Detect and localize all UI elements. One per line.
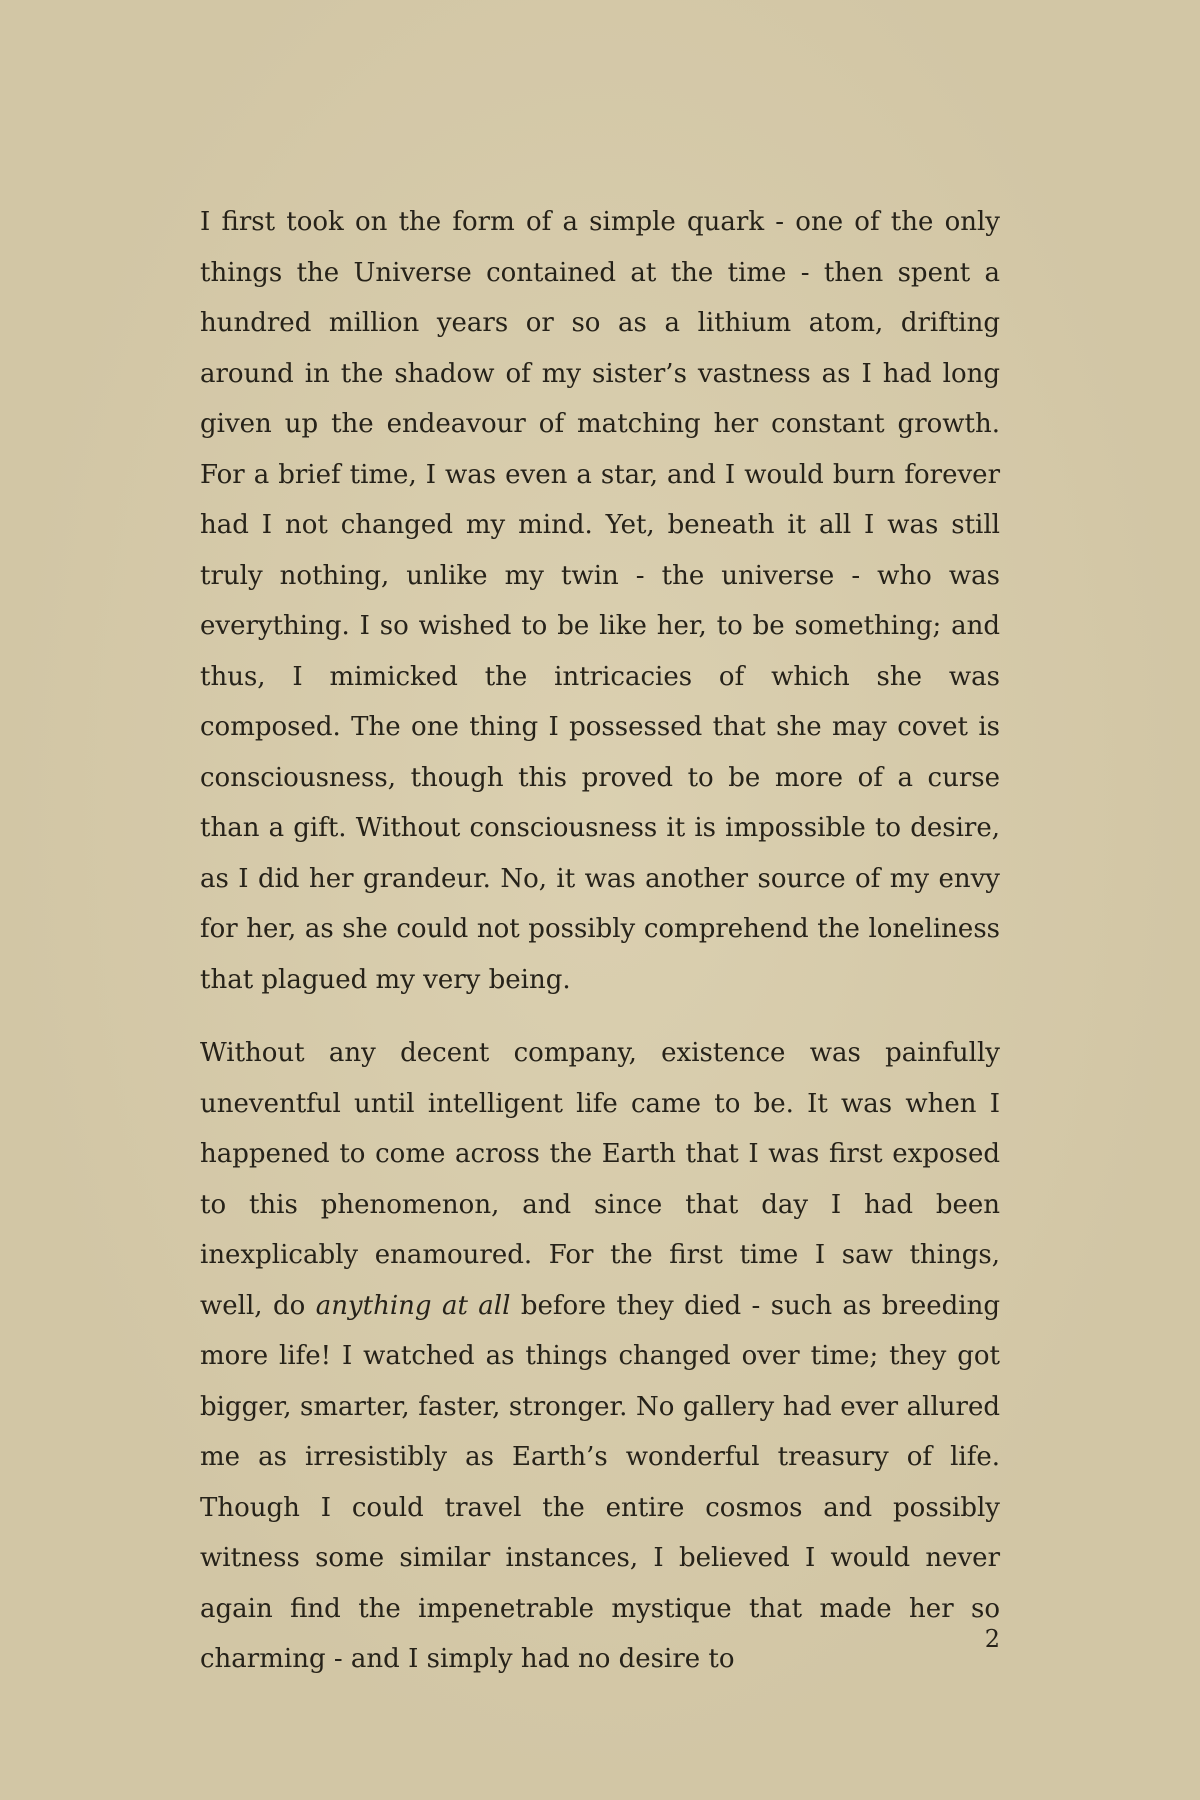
paragraph: I first took on the form of a simple quark - one of the only things the Universe contained at the time - then spent a hundred million years or so as a lithium atom, drifting around in the shadow of my sister’s vastness as I had long given up the endeavour of matching her constant growth. For a brief time, I was even a star, and I would burn forever had I not changed my mind. Yet, beneath it all I was still truly nothing, unlike my twin - the universe - who was everything. I so wished to be like her, to be something; and thus, I mimicked the intricacies of which she was composed. The one thing I possessed that she may covet is consciousness, though this proved to be more of a curse than a gift. Without consciousness it is impossible to desire, as I did her grandeur. No, it was another source of my envy for her, as she could not possibly comprehend the loneliness that plagued my very being. <box>200 207 1000 995</box>
paragraph-text: before they died - such as breeding more life! I watched as things changed over time; they got bigger, smarter, faster, stronger. No gallery had ever allured me as irresistibly as Earth’s wonderful treasury of life. Though I could travel the entire cosmos and possibly witness some similar instances, I believed I would never again find the impenetrable mystique that made her so charming - and I simply had no desire to <box>200 1290 1000 1674</box>
body-text <box>200 197 1000 1685</box>
emphasis-text: anything at all <box>315 1290 511 1321</box>
page-number: 2 <box>984 1625 1000 1653</box>
paragraph-text: Without any decent company, existence was painfully uneventful until intelligent life came to be. It was when I happened to come across the Earth that I was first exposed to this phenomenon, and since that day I had been inexplicably enamoured. For the first time I saw things, well, do <box>200 1038 1000 1321</box>
paragraph <box>200 1028 1000 1685</box>
